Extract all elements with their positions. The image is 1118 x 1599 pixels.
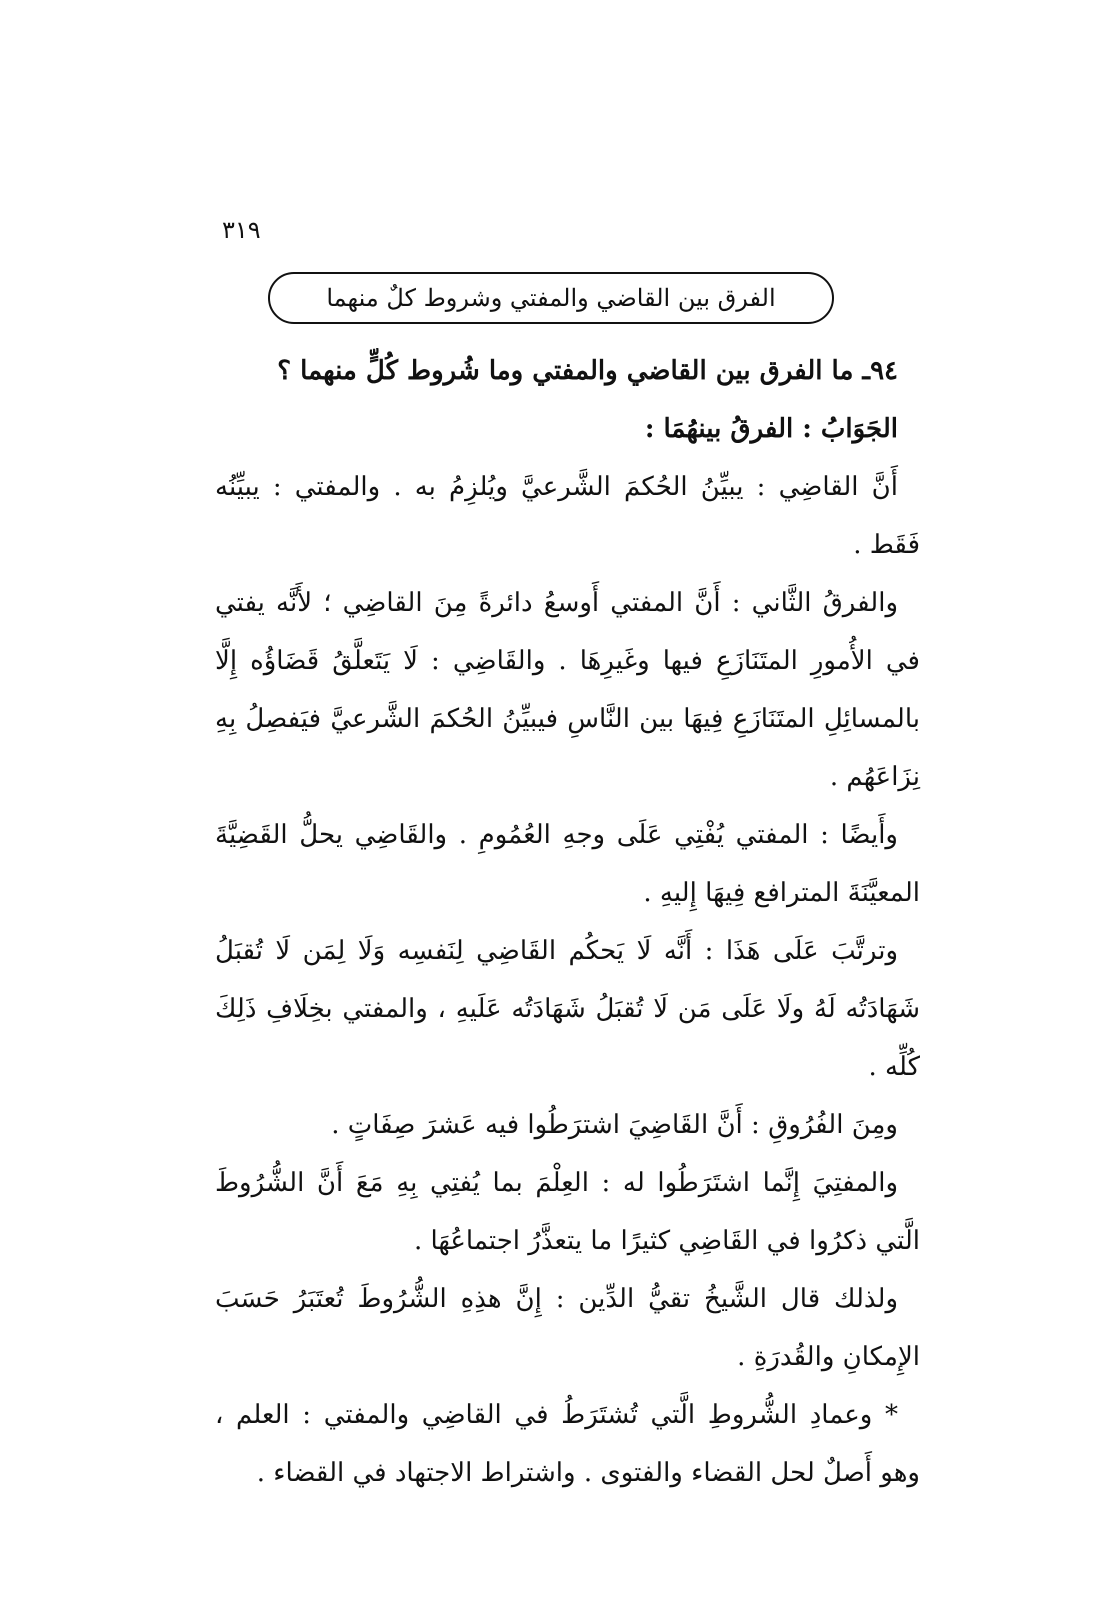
paragraph-7: ولذلك قال الشَّيخُ تقيُّ الدِّين : إِنَّ هذِهِ الشُّرُوطَ تُعتَبَرُ حَسَبَ الإِمكانِ والقُدرَةِ .	[215, 1284, 920, 1372]
paragraph-4: وترتَّبَ عَلَى هَذَا : أَنَّه لَا يَحكُم القَاضِي لِنَفسِه وَلَا لِمَن لَا تُقبَلُ شَهَادَتُه لَهُ ولَا عَلَى مَن لَا تُقبَلُ شَهَادَتُه عَلَيهِ ، والمفتي بخِلَافِ ذَلِكَ كُلِّه .	[215, 936, 920, 1082]
paragraph-5: ومِنَ الفُرُوقِ : أَنَّ القَاضِيَ اشترَطُوا فيه عَشرَ صِفَاتٍ .	[331, 1110, 898, 1140]
paragraph-3: وأَيضًا : المفتي يُفْتِي عَلَى وجهِ العُمُومِ . والقَاضِي يحلُّ القَضِيَّةَ المعيَّنَةَ المترافع فِيهَا إِليهِ .	[215, 820, 920, 908]
chapter-title: الفرق بين القاضي والمفتي وشروط كلٌ منهما	[326, 284, 776, 312]
paragraph-8: * وعمادِ الشُّروطِ الَّتي تُشتَرَطُ في القاضِي والمفتي : العلم ، وهو أَصلٌ لحل القضاء والفتوى . واشتراط الاجتهاد في القضاء .	[215, 1400, 920, 1488]
chapter-title-box	[268, 272, 834, 324]
answer-label: الجَوَابُ : الفرقُ بينهُمَا :	[644, 414, 898, 444]
main-text	[215, 342, 920, 1502]
paragraph-1: أَنَّ القاضِي : يبيِّنُ الحُكمَ الشَّرعيَّ ويُلزِمُ به . والمفتي : يبيِّنُه فَقَط .	[215, 472, 920, 560]
question-heading: ٩٤ـ ما الفرق بين القاضي والمفتي وما شُروط كُلٍّ منهما ؟	[277, 356, 898, 386]
paragraph-6: والمفتِيَ إِنَّما اشتَرَطُوا له : العِلْمَ بما يُفتِي بِهِ مَعَ أَنَّ الشُّرُوطَ الَّتي ذكرُوا في القَاضِي كثيرًا ما يتعذَّرُ اجتماعُهَا .	[215, 1168, 920, 1256]
paragraph-2: والفرقُ الثَّاني : أَنَّ المفتي أَوسعُ دائرةً مِنَ القاضِي ؛ لأَنَّه يفتي في الأُمورِ المتَنَازَعِ فيها وغَيرِهَا . والقَاضِي : لَا يَتَعلَّقُ قَضَاؤُه إِلَّا بالمسائِلِ المتَنَازَعِ فِيهَا بين النَّاسِ فيبيِّنُ الحُكمَ الشَّرعيَّ فيَفصِلُ بِهِ نِزَاعَهُم .	[215, 588, 920, 792]
page-number: ٣١٩	[222, 216, 261, 244]
